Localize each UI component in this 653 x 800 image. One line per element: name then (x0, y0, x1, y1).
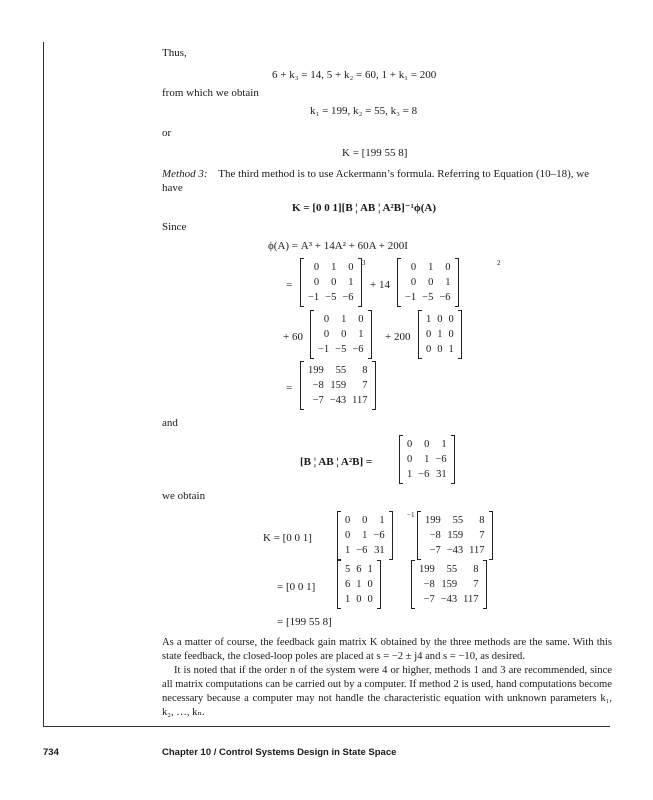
matrix-row (305, 378, 371, 393)
matrix-row (342, 528, 388, 543)
matrix-body (305, 363, 371, 408)
k-formula-lhs: K = [0 0 1] (263, 532, 312, 544)
matrix-cell: 0 (313, 262, 320, 273)
plus-200: + 200 (385, 331, 411, 343)
matrix-row (423, 327, 457, 342)
k-formula-lhs2: = [0 0 1] (277, 581, 316, 593)
matrix-cell: −5 (335, 344, 347, 355)
matrix-row (423, 312, 457, 327)
matrix-cell: −6 (342, 292, 354, 303)
matrix-cell: 0 (358, 314, 364, 325)
matrix-cell: 1 (341, 314, 347, 325)
matrix-cell: 31 (436, 469, 447, 480)
matrix-cell: 5 (345, 564, 351, 575)
matrix-cell: 0 (313, 277, 320, 288)
matrix-cell: 0 (345, 515, 351, 526)
equation-ackermann: K = [0 0 1][B ¦ AB ¦ A²B]⁻¹ϕ(A) (292, 202, 437, 214)
matrix-cell: 7 (362, 380, 368, 391)
matrix-row (305, 275, 357, 290)
exponent-2: 2 (497, 259, 501, 267)
matrix-cell: 0 (426, 329, 432, 340)
method3-label: Method 3: (162, 168, 208, 180)
plus-14: + 14 (370, 279, 390, 291)
matrix-cell: 1 (437, 329, 443, 340)
matrix-cell: 117 (352, 395, 368, 406)
matrix-cell: 0 (356, 594, 362, 605)
equation-gain-values: k₁ = 199, k₂ = 55, k₃ = 8 (310, 105, 418, 117)
matrix-cell: 0 (407, 454, 413, 465)
page-number: 734 (43, 747, 59, 758)
matrix-cell: 0 (348, 262, 354, 273)
matrix-cell: 1 (345, 545, 351, 556)
matrix-cell: −8 (429, 530, 441, 541)
matrix-cell: 1 (424, 454, 430, 465)
matrix-cell: 0 (367, 594, 373, 605)
matrix-cell: 199 (419, 564, 435, 575)
matrix-cell: −6 (373, 530, 385, 541)
matrix-row (315, 312, 367, 327)
matrix-cell: −5 (325, 292, 337, 303)
text-or: or (162, 127, 172, 139)
matrix-controllability-inverse (337, 561, 381, 608)
matrix-cell: 0 (410, 262, 417, 273)
matrix-cell: 0 (426, 344, 432, 355)
matrix-row (342, 577, 376, 592)
method3-line (162, 167, 589, 181)
matrix-row (342, 513, 388, 528)
footer-rule (43, 726, 610, 727)
matrix-cell: −7 (429, 545, 441, 556)
equation-phi: ϕ(A) = A³ + 14A² + 60A + 200I (268, 240, 408, 252)
matrix-cell: 0 (437, 314, 443, 325)
matrix-cell: 159 (447, 530, 464, 541)
matrix-row (416, 562, 482, 577)
matrix-cell: −6 (356, 545, 368, 556)
matrix-cell: 1 (362, 530, 368, 541)
matrix-row (404, 452, 450, 467)
matrix-row (342, 543, 388, 558)
matrix-cell: 55 (335, 365, 347, 376)
matrix-row (404, 467, 450, 482)
matrix-cell: 0 (323, 329, 330, 340)
matrix-cell: 199 (308, 365, 324, 376)
matrix-cell: 0 (428, 277, 434, 288)
matrix-cell: 31 (374, 545, 385, 556)
matrix-body (342, 562, 376, 607)
matrix-cell: 1 (426, 314, 432, 325)
matrix-cell: 0 (424, 439, 430, 450)
matrix-controllability-inverse-form (337, 512, 393, 559)
matrix-cell: 0 (367, 579, 373, 590)
text-thus: Thus, (162, 47, 187, 59)
matrix-cell: −1 (308, 292, 320, 303)
equals-sign: = (286, 382, 293, 394)
matrix-cell: 1 (367, 564, 373, 575)
matrix-row (422, 528, 488, 543)
matrix-row (404, 437, 450, 452)
matrix-body (422, 513, 488, 558)
paragraph-conclusion: As a matter of course, the feedback gain matrix K obtained by the three methods are the same. With this state feedback, the closed-loop poles are placed at s = −2 ± j4 and s = −10, as desired. (162, 637, 612, 662)
equals-sign: = (286, 279, 293, 291)
matrix-cell: 0 (362, 515, 368, 526)
inverse-exponent: −1 (407, 511, 415, 519)
matrix-cell: 1 (331, 262, 337, 273)
matrix-cell: 0 (341, 329, 347, 340)
matrix-phi-A (300, 362, 376, 409)
matrix-cell: 0 (331, 277, 337, 288)
matrix-cell: 0 (407, 439, 413, 450)
controllability-lhs: [B ¦ AB ¦ A²B] = (300, 456, 373, 468)
matrix-cell: 1 (428, 262, 434, 273)
matrix-A (310, 311, 372, 358)
matrix-cell: 159 (330, 380, 347, 391)
matrix-cell: −7 (423, 594, 435, 605)
matrix-controllability (399, 436, 455, 483)
matrix-cell: 0 (437, 344, 443, 355)
matrix-cell: 0 (323, 314, 330, 325)
matrix-row (402, 290, 454, 305)
matrix-cell: 6 (356, 564, 362, 575)
matrix-cell: −8 (423, 579, 435, 590)
matrix-cell: −43 (329, 395, 347, 406)
matrix-body (416, 562, 482, 607)
matrix-cell: 199 (425, 515, 441, 526)
matrix-row (422, 543, 488, 558)
matrix-cell: 0 (445, 262, 451, 273)
matrix-cell: 1 (445, 277, 451, 288)
matrix-A-cubed (300, 259, 362, 306)
matrix-cell: 159 (441, 579, 458, 590)
matrix-body (315, 312, 367, 357)
matrix-row (423, 342, 457, 357)
matrix-body (305, 260, 357, 305)
text-from-which: from which we obtain (162, 87, 259, 99)
matrix-cell: 55 (452, 515, 464, 526)
matrix-cell: 1 (358, 329, 364, 340)
matrix-body (423, 312, 457, 357)
matrix-row (416, 592, 482, 607)
matrix-phi-A-final (411, 561, 487, 608)
matrix-row (402, 260, 454, 275)
matrix-row (315, 342, 367, 357)
matrix-row (305, 393, 371, 408)
matrix-cell: 8 (479, 515, 485, 526)
exponent-3: 3 (362, 259, 366, 267)
matrix-cell: 7 (473, 579, 479, 590)
matrix-cell: 1 (379, 515, 385, 526)
matrix-cell: −6 (352, 344, 364, 355)
matrix-body (404, 437, 450, 482)
matrix-cell: 1 (348, 277, 354, 288)
equation-K-result: K = [199 55 8] (342, 147, 408, 159)
matrix-cell: −8 (312, 380, 324, 391)
left-margin-rule (43, 42, 44, 726)
matrix-cell: 0 (448, 314, 454, 325)
matrix-row (342, 592, 376, 607)
matrix-cell: 7 (479, 530, 485, 541)
matrix-row (315, 327, 367, 342)
matrix-cell: −43 (446, 545, 464, 556)
matrix-cell: 1 (345, 594, 351, 605)
matrix-cell: 1 (407, 469, 413, 480)
matrix-cell: 8 (473, 564, 479, 575)
matrix-A-squared (397, 259, 459, 306)
matrix-phi-A-repeat (417, 512, 493, 559)
text-since: Since (162, 221, 187, 233)
equation-gain-conditions: 6 + k₃ = 14, 5 + k₂ = 60, 1 + k₁ = 200 (272, 69, 437, 81)
matrix-body (402, 260, 454, 305)
text-and: and (162, 417, 178, 429)
matrix-identity (418, 311, 462, 358)
matrix-row (305, 363, 371, 378)
text-have: have (162, 182, 183, 194)
matrix-cell: −1 (405, 292, 417, 303)
matrix-cell: −6 (439, 292, 451, 303)
matrix-cell: 1 (441, 439, 447, 450)
chapter-footer: Chapter 10 / Control Systems Design in State Space (162, 747, 397, 758)
k-final-result: = [199 55 8] (277, 616, 332, 628)
matrix-cell: 55 (446, 564, 458, 575)
matrix-cell: −7 (312, 395, 324, 406)
paragraph-note: It is noted that if the order n of the system were 4 or higher, methods 1 and 3 are recommended, since all matrix computations can be carried out by a computer. If method 2 is used, hand computations become necessary because a computer may not handle the characteristic equation with unknown parameters k₁, k₂, …, kₙ. (162, 665, 612, 718)
matrix-cell: 1 (356, 579, 362, 590)
matrix-cell: 0 (345, 530, 351, 541)
matrix-cell: 8 (362, 365, 368, 376)
matrix-row (416, 577, 482, 592)
matrix-cell: 0 (410, 277, 417, 288)
method3-text: The third method is to use Ackermann’s formula. Referring to Equation (10–18), we (218, 168, 590, 180)
matrix-cell: 6 (345, 579, 351, 590)
matrix-cell: 0 (448, 329, 454, 340)
matrix-row (305, 260, 357, 275)
matrix-cell: −6 (418, 469, 430, 480)
plus-60: + 60 (283, 331, 303, 343)
matrix-body (342, 513, 388, 558)
matrix-cell: 1 (448, 344, 454, 355)
matrix-cell: −6 (435, 454, 447, 465)
matrix-row (342, 562, 376, 577)
matrix-row (305, 290, 357, 305)
matrix-cell: −1 (318, 344, 330, 355)
matrix-row (402, 275, 454, 290)
matrix-row (422, 513, 488, 528)
matrix-cell: 117 (463, 594, 479, 605)
matrix-cell: 117 (469, 545, 485, 556)
text-we-obtain: we obtain (162, 490, 206, 502)
matrix-cell: −5 (422, 292, 434, 303)
matrix-cell: −43 (440, 594, 458, 605)
